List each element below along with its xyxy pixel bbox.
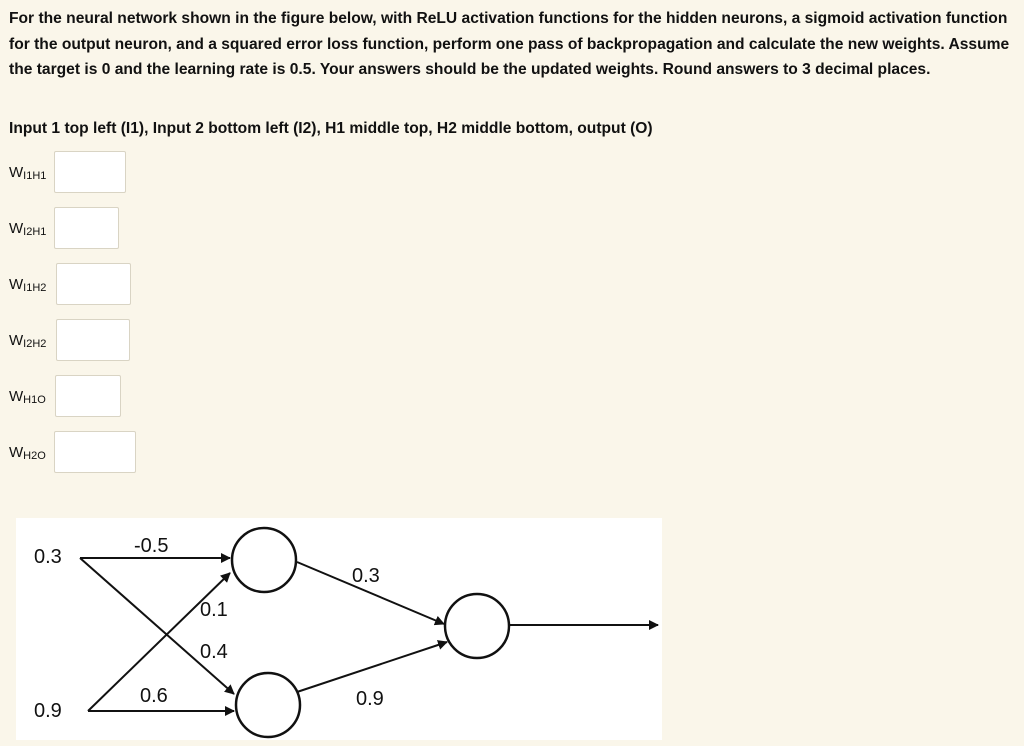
field-row-w-h1o (9, 375, 46, 419)
input-w-h2o[interactable] (54, 431, 136, 473)
field-row-w-i1h1 (9, 151, 46, 195)
weight-i1-h1: -0.5 (134, 535, 169, 557)
field-row-w-i2h1 (9, 207, 46, 251)
weight-i2-h1: 0.1 (200, 599, 228, 621)
input-w-i2h2[interactable] (56, 319, 130, 361)
input2-value: 0.9 (34, 700, 62, 722)
label-w-i1h1: $W_{I1H1}$ (9, 164, 47, 182)
weight-i2-h2: 0.6 (140, 685, 168, 707)
field-row-w-i1h2 (9, 263, 46, 307)
input1-value: 0.3 (34, 546, 62, 568)
label-w-i2h2: $W_{I2H2}$ (9, 332, 47, 350)
network-diagram (16, 518, 662, 740)
edge-i1-h2 (80, 558, 234, 694)
label-w-i1h2: $W_{I1H2}$ (9, 276, 47, 294)
label-w-h2o: $W_{H2O}$ (9, 444, 46, 462)
weight-h2-o: 0.9 (356, 688, 384, 710)
input-w-i1h2[interactable] (56, 263, 131, 305)
node-h2 (236, 673, 300, 737)
input-w-i1h1[interactable] (54, 151, 126, 193)
label-w-h1o: $W_{H1O}$ (9, 388, 46, 406)
network-figure (16, 518, 662, 740)
weight-h1-o: 0.3 (352, 565, 380, 587)
node-h1 (232, 528, 296, 592)
edge-h2-o (297, 642, 447, 692)
weight-i1-h2: 0.4 (200, 641, 228, 663)
layout-note: Input 1 top left (I1), Input 2 bottom left (I2), H1 middle top, H2 middle bottom, output (O) (9, 120, 653, 137)
field-row-w-h2o (9, 431, 46, 475)
input-w-h1o[interactable] (55, 375, 121, 417)
field-row-w-i2h2 (9, 319, 46, 363)
node-output (445, 594, 509, 658)
input-w-i2h1[interactable] (54, 207, 119, 249)
label-w-i2h1: $W_{I2H1}$ (9, 220, 47, 238)
question-text: For the neural network shown in the figure below, with ReLU activation functions for the hidden neurons, a sigmoid activation function for the output neuron, and a squared error loss function, perform one pass of backpropagation and calculate the new weights. Assume the target is 0 and the learning rate is 0.5. Your answers should be the updated weights. Round answers to 3 decimal places. (9, 10, 1010, 78)
